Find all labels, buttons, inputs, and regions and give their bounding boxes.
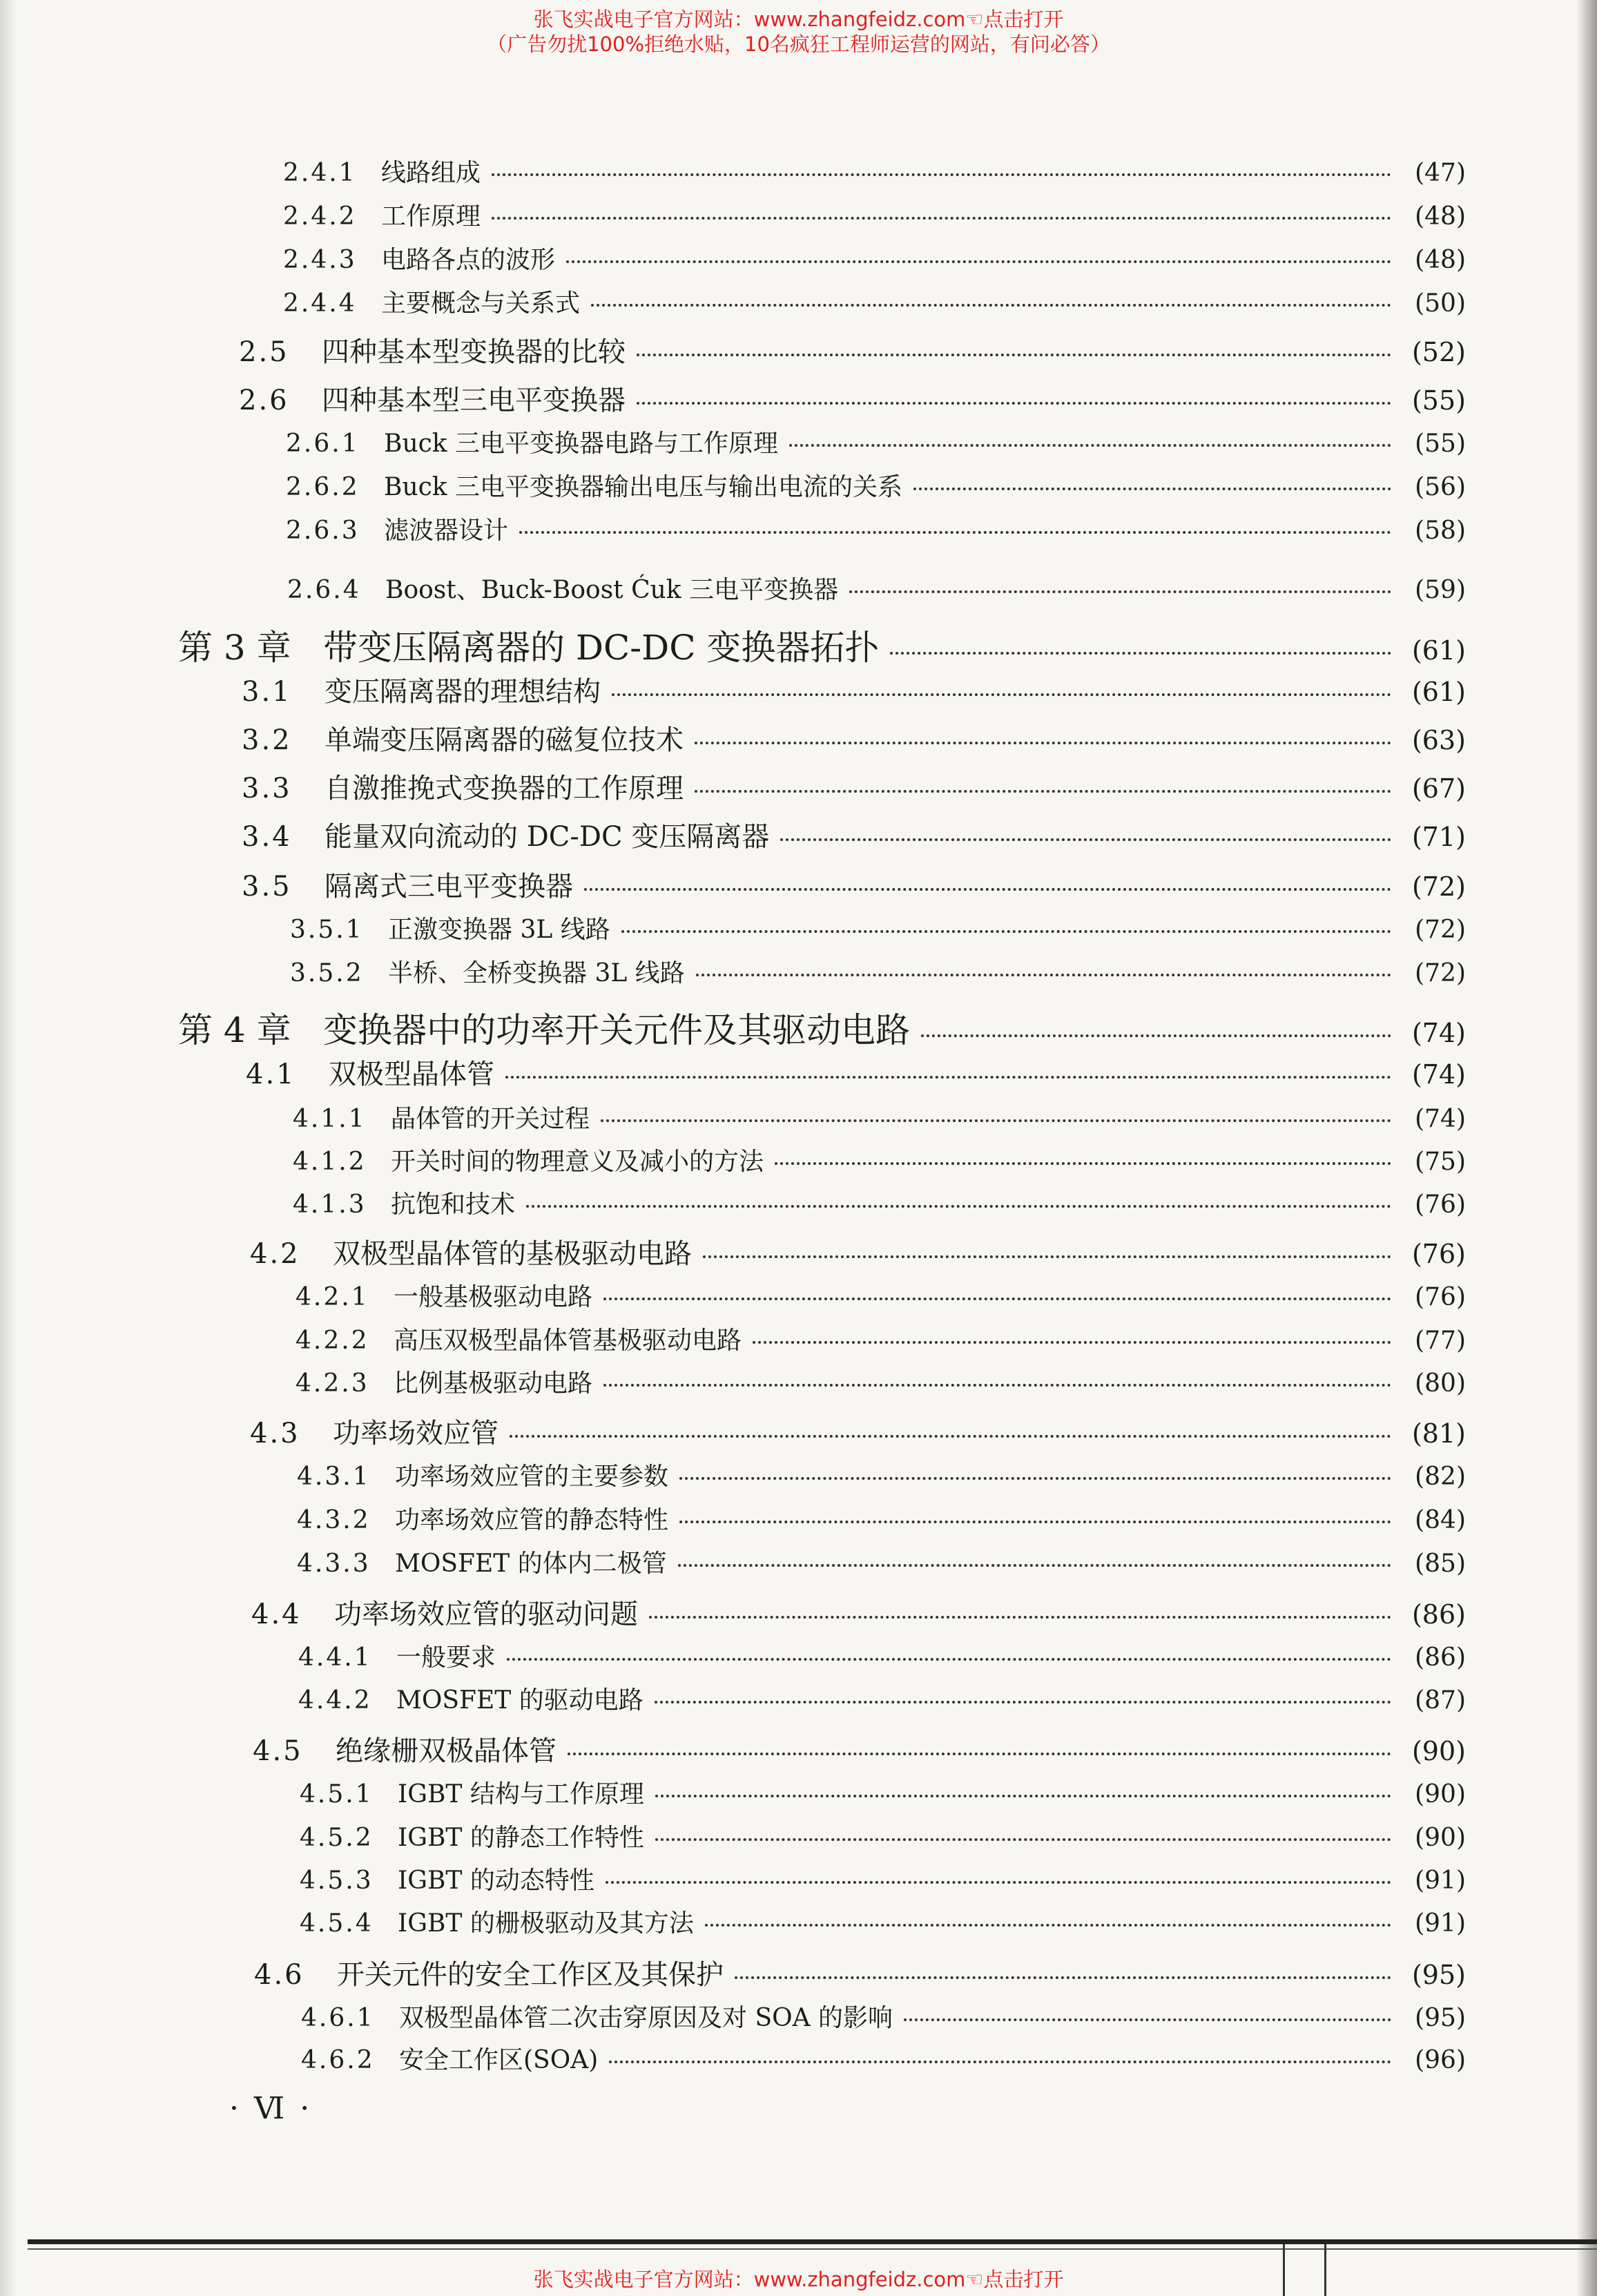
toc-dot-leader bbox=[507, 1658, 1391, 1661]
toc-entry-number: 2.5 bbox=[239, 336, 289, 368]
toc-entry-sub[interactable] bbox=[300, 1904, 1466, 1939]
toc-dot-leader bbox=[601, 1119, 1391, 1122]
toc-entry-sub[interactable] bbox=[300, 1861, 1466, 1896]
toc-entry-title: 双极型晶体管二次击穿原因及对 SOA 的影响 bbox=[399, 2004, 893, 2032]
toc-entry-page-number: (52) bbox=[1411, 337, 1466, 367]
toc-dot-leader bbox=[655, 1795, 1391, 1797]
toc-entry-sub[interactable] bbox=[298, 1638, 1466, 1673]
toc-dot-leader bbox=[505, 1076, 1391, 1079]
toc-dot-leader bbox=[913, 488, 1391, 490]
toc-entry-title: 隔离式三电平变换器 bbox=[325, 871, 573, 903]
toc-entry-title: 功率场效应管的驱动问题 bbox=[334, 1599, 638, 1630]
toc-entry-chapter[interactable] bbox=[178, 620, 1466, 670]
toc-entry-number: 4.2.1 bbox=[296, 1283, 369, 1311]
toc-entry-page-number: (67) bbox=[1411, 773, 1466, 804]
toc-entry-sub[interactable] bbox=[286, 467, 1466, 503]
toc-entry-page-number: (85) bbox=[1415, 1550, 1466, 1578]
toc-entry-page-number: (55) bbox=[1415, 430, 1466, 458]
toc-entry-number: 4.3.2 bbox=[297, 1506, 371, 1534]
toc-dot-leader bbox=[591, 304, 1391, 307]
toc-entry-page-number: (61) bbox=[1411, 677, 1466, 707]
toc-dot-leader bbox=[612, 693, 1391, 696]
toc-entry-title: 晶体管的开关过程 bbox=[391, 1105, 590, 1133]
toc-entry-section[interactable] bbox=[239, 378, 1466, 418]
toc-entry-number: 4.2 bbox=[250, 1238, 300, 1270]
toc-entry-page-number: (76) bbox=[1411, 1239, 1466, 1269]
toc-entry-page-number: (76) bbox=[1415, 1190, 1466, 1219]
toc-entry-number: 4.2.3 bbox=[296, 1369, 369, 1398]
toc-entry-page-number: (61) bbox=[1411, 635, 1466, 666]
toc-entry-number: 第 3 章 bbox=[178, 628, 291, 668]
toc-entry-number: 4.5.2 bbox=[300, 1824, 374, 1852]
toc-entry-number: 3.3 bbox=[242, 773, 292, 804]
toc-entry-number: 4.2.2 bbox=[296, 1327, 369, 1355]
toc-entry-number: 2.4.2 bbox=[283, 202, 357, 231]
toc-entry-page-number: (82) bbox=[1415, 1463, 1466, 1491]
footer-watermark-line1[interactable]: 张飞实战电子官方网站：www.zhangfeidz.com☜点击打开 bbox=[533, 2268, 1064, 2291]
toc-entry-title: 半桥、全桥变换器 3L 线路 bbox=[388, 959, 685, 987]
toc-entry-page-number: (74) bbox=[1411, 1018, 1466, 1048]
toc-entry-title: IGBT 的栅极驱动及其方法 bbox=[398, 1909, 694, 1938]
toc-entry-number: 4.6 bbox=[254, 1959, 304, 1991]
toc-entry-page-number: (50) bbox=[1415, 289, 1466, 318]
toc-entry-number: 2.4.3 bbox=[283, 246, 357, 274]
toc-entry-number: 2.4.4 bbox=[283, 289, 357, 318]
toc-entry-page-number: (80) bbox=[1415, 1369, 1466, 1398]
toc-dot-leader bbox=[655, 1838, 1391, 1841]
toc-entry-title: 四种基本型变换器的比较 bbox=[322, 336, 626, 368]
toc-dot-leader bbox=[510, 1435, 1391, 1438]
toc-entry-page-number: (84) bbox=[1415, 1506, 1466, 1534]
toc-dot-leader bbox=[890, 652, 1391, 655]
toc-dot-leader bbox=[637, 354, 1391, 356]
toc-dot-leader bbox=[780, 838, 1391, 841]
toc-entry-number: 4.1 bbox=[246, 1059, 296, 1090]
toc-entry-page-number: (55) bbox=[1411, 385, 1466, 416]
toc-entry-number: 3.1 bbox=[242, 676, 292, 708]
toc-entry-section[interactable] bbox=[246, 1052, 1466, 1092]
toc-entry-title: 线路组成 bbox=[381, 159, 481, 187]
toc-entry-title: 安全工作区(SOA) bbox=[399, 2046, 599, 2074]
toc-entry-number: 2.6 bbox=[239, 385, 289, 416]
toc-entry-sub[interactable] bbox=[296, 1321, 1466, 1356]
toc-entry-section[interactable] bbox=[242, 865, 1466, 904]
toc-entry-section[interactable] bbox=[242, 670, 1466, 709]
toc-entry-page-number: (72) bbox=[1415, 916, 1466, 944]
toc-dot-leader bbox=[584, 888, 1391, 891]
toc-entry-page-number: (63) bbox=[1411, 725, 1466, 755]
toc-entry-page-number: (74) bbox=[1415, 1105, 1466, 1133]
toc-entry-page-number: (75) bbox=[1415, 1148, 1466, 1176]
toc-entry-number: 3.5.1 bbox=[290, 916, 364, 944]
toc-entry-number: 4.5.3 bbox=[300, 1866, 374, 1895]
toc-entry-number: 2.6.1 bbox=[286, 430, 360, 458]
toc-entry-page-number: (87) bbox=[1415, 1686, 1466, 1715]
toc-entry-section[interactable] bbox=[250, 1232, 1466, 1271]
toc-dot-leader bbox=[655, 1701, 1391, 1704]
toc-entry-number: 3.5.2 bbox=[290, 959, 364, 987]
toc-entry-number: 3.2 bbox=[242, 724, 292, 756]
toc-entry-sub[interactable] bbox=[297, 1457, 1466, 1492]
toc-entry-number: 4.1.3 bbox=[293, 1190, 367, 1219]
toc-entry-number: 4.1.2 bbox=[293, 1148, 367, 1176]
toc-entry-title: 变压隔离器的理想结构 bbox=[325, 676, 601, 708]
toc-entry-title: 工作原理 bbox=[381, 202, 481, 231]
toc-entry-number: 4.6.1 bbox=[301, 2004, 375, 2032]
toc-entry-page-number: (76) bbox=[1415, 1283, 1466, 1311]
toc-entry-sub[interactable] bbox=[283, 153, 1466, 189]
toc-entry-page-number: (81) bbox=[1411, 1418, 1466, 1449]
toc-dot-leader bbox=[695, 790, 1391, 793]
toc-entry-sub[interactable] bbox=[297, 1544, 1466, 1579]
toc-entry-sub[interactable] bbox=[298, 1681, 1466, 1716]
toc-entry-section[interactable] bbox=[250, 1411, 1466, 1451]
toc-entry-title: 主要概念与关系式 bbox=[381, 289, 581, 318]
toc-entry-page-number: (90) bbox=[1411, 1736, 1466, 1766]
toc-entry-sub[interactable] bbox=[286, 511, 1466, 546]
toc-dot-leader bbox=[705, 1924, 1391, 1927]
toc-entry-page-number: (91) bbox=[1415, 1866, 1466, 1895]
toc-entry-title: 功率场效应管的静态特性 bbox=[395, 1506, 669, 1534]
toc-dot-leader bbox=[695, 742, 1391, 744]
toc-entry-page-number: (72) bbox=[1411, 871, 1466, 902]
toc-entry-title: 高压双极型晶体管基极驱动电路 bbox=[394, 1327, 742, 1355]
footer-watermark[interactable] bbox=[0, 2267, 1597, 2292]
toc-entry-title: 一般要求 bbox=[396, 1643, 496, 1672]
toc-entry-page-number: (95) bbox=[1411, 1960, 1466, 1990]
toc-dot-leader bbox=[696, 974, 1391, 976]
toc-entry-page-number: (96) bbox=[1415, 2046, 1466, 2074]
toc-dot-leader bbox=[492, 173, 1391, 176]
toc-entry-number: 2.4.1 bbox=[283, 159, 357, 187]
toc-entry-page-number: (86) bbox=[1411, 1599, 1466, 1630]
toc-entry-number: 3.5 bbox=[242, 871, 292, 903]
toc-entry-title: 变换器中的功率开关元件及其驱动电路 bbox=[323, 1010, 910, 1050]
toc-entry-page-number: (95) bbox=[1415, 2004, 1466, 2032]
toc-entry-sub[interactable] bbox=[290, 910, 1466, 945]
toc-entry-sub[interactable] bbox=[297, 1501, 1466, 1536]
toc-entry-number: 2.6.4 bbox=[287, 576, 361, 604]
toc-dot-leader bbox=[621, 930, 1391, 933]
toc-entry-title: 带变压隔离器的 DC-DC 变换器拓扑 bbox=[323, 628, 880, 668]
toc-entry-number: 4.4 bbox=[251, 1599, 302, 1630]
toc-entry-title: 正激变换器 3L 线路 bbox=[388, 916, 610, 944]
toc-entry-title: 一般基极驱动电路 bbox=[394, 1283, 593, 1311]
toc-dot-leader bbox=[566, 260, 1391, 263]
toc-dot-leader bbox=[526, 1205, 1391, 1208]
toc-entry-number: 2.6.2 bbox=[286, 473, 360, 501]
toc-entry-sub[interactable] bbox=[301, 2041, 1466, 2076]
toc-dot-leader bbox=[603, 1297, 1391, 1300]
toc-dot-leader bbox=[789, 444, 1391, 447]
toc-entry-title: 功率场效应管 bbox=[333, 1418, 499, 1449]
toc-entry-title: 抗饱和技术 bbox=[391, 1190, 516, 1219]
toc-dot-leader bbox=[921, 1034, 1391, 1037]
toc-entry-page-number: (86) bbox=[1415, 1643, 1466, 1672]
toc-entry-title: MOSFET 的驱动电路 bbox=[396, 1686, 643, 1715]
toc-entry-sub[interactable] bbox=[286, 424, 1466, 459]
toc-entry-number: 2.6.3 bbox=[286, 517, 360, 545]
toc-dot-leader bbox=[849, 590, 1391, 593]
toc-entry-title: 绝缘栅双极晶体管 bbox=[336, 1735, 556, 1767]
toc-entry-title: MOSFET 的体内二极管 bbox=[395, 1550, 667, 1578]
toc-entry-title: 功率场效应管的主要参数 bbox=[395, 1463, 669, 1491]
toc-entry-section[interactable] bbox=[242, 766, 1466, 806]
toc-entry-title: 能量双向流动的 DC-DC 变压隔离器 bbox=[325, 821, 770, 853]
toc-entry-number: 4.5 bbox=[253, 1735, 303, 1767]
toc-entry-title: Buck 三电平变换器输出电压与输出电流的关系 bbox=[384, 473, 903, 501]
toc-entry-title: 滤波器设计 bbox=[384, 517, 509, 545]
toc-entry-title: Buck 三电平变换器电路与工作原理 bbox=[384, 430, 779, 458]
toc-entry-page-number: (72) bbox=[1415, 959, 1466, 987]
toc-entry-title: IGBT 的动态特性 bbox=[398, 1866, 594, 1895]
toc-entry-title: 四种基本型三电平变换器 bbox=[322, 385, 626, 416]
toc-entry-section[interactable] bbox=[242, 815, 1466, 854]
toc-entry-sub[interactable] bbox=[290, 954, 1466, 989]
toc-dot-leader bbox=[679, 1477, 1391, 1480]
toc-dot-leader bbox=[603, 1384, 1391, 1387]
toc-entry-number: 4.3.1 bbox=[297, 1463, 371, 1491]
toc-entry-sub[interactable] bbox=[293, 1142, 1466, 1177]
toc-dot-leader bbox=[609, 2061, 1391, 2063]
toc-entry-section[interactable] bbox=[253, 1729, 1466, 1768]
toc-entry-title: IGBT 的静态工作特性 bbox=[398, 1824, 644, 1852]
toc-entry-page-number: (48) bbox=[1415, 246, 1466, 274]
toc-entry-title: 开关时间的物理意义及减小的方法 bbox=[391, 1148, 764, 1176]
toc-entry-title: 双极型晶体管 bbox=[329, 1059, 494, 1090]
toc-entry-title: 电路各点的波形 bbox=[381, 246, 556, 274]
toc-entry-page-number: (59) bbox=[1415, 576, 1466, 604]
toc-entry-title: 自激推挽式变换器的工作原理 bbox=[325, 773, 684, 804]
toc-entry-title: 双极型晶体管的基极驱动电路 bbox=[333, 1238, 692, 1270]
toc-entry-number: 4.4.2 bbox=[298, 1686, 372, 1715]
toc-dot-leader bbox=[637, 402, 1391, 405]
toc-entry-sub[interactable] bbox=[293, 1099, 1466, 1135]
toc-entry-sub[interactable] bbox=[293, 1185, 1466, 1220]
toc-entry-title: 比例基极驱动电路 bbox=[394, 1369, 593, 1398]
toc-entry-title: 开关元件的安全工作区及其保护 bbox=[337, 1959, 724, 1991]
toc-dot-leader bbox=[649, 1616, 1391, 1619]
header-watermark-line2: （广告勿扰100%拒绝水贴，10名疯狂工程师运营的网站，有问必答） bbox=[487, 32, 1110, 56]
toc-dot-leader bbox=[735, 1976, 1391, 1979]
toc-entry-sub[interactable] bbox=[296, 1364, 1466, 1399]
header-watermark-line1[interactable]: 张飞实战电子官方网站：www.zhangfeidz.com☜点击打开 bbox=[533, 8, 1064, 31]
bottom-rule-thin bbox=[28, 2248, 1597, 2250]
toc-entry-page-number: (71) bbox=[1411, 822, 1466, 852]
toc-entry-page-number: (47) bbox=[1415, 159, 1466, 187]
toc-entry-number: 第 4 章 bbox=[178, 1010, 291, 1050]
toc-entry-number: 4.6.2 bbox=[301, 2046, 375, 2074]
toc-entry-sub[interactable] bbox=[301, 1998, 1466, 2034]
toc-entry-number: 4.3.3 bbox=[297, 1550, 371, 1578]
toc-entry-sub[interactable] bbox=[283, 284, 1466, 319]
toc-entry-number: 4.4.1 bbox=[298, 1643, 372, 1672]
toc-dot-leader bbox=[775, 1162, 1391, 1165]
toc-entry-section[interactable] bbox=[251, 1592, 1466, 1632]
toc-dot-leader bbox=[519, 531, 1391, 534]
toc-entry-section[interactable] bbox=[242, 718, 1466, 758]
toc-entry-page-number: (48) bbox=[1415, 202, 1466, 231]
toc-entry-sub[interactable] bbox=[300, 1775, 1466, 1810]
toc-entry-number: 3.4 bbox=[242, 821, 292, 853]
toc-entry-page-number: (58) bbox=[1415, 517, 1466, 545]
bottom-rule bbox=[28, 2239, 1597, 2244]
toc-entry-section[interactable] bbox=[239, 330, 1466, 369]
toc-entry-sub[interactable] bbox=[283, 197, 1466, 232]
toc-entry-number: 4.1.1 bbox=[293, 1105, 367, 1133]
toc-entry-page-number: (91) bbox=[1415, 1909, 1466, 1938]
toc-dot-leader bbox=[492, 217, 1391, 220]
toc-dot-leader bbox=[753, 1341, 1391, 1344]
toc-entry-number: 4.3 bbox=[250, 1418, 300, 1449]
toc-entry-section[interactable] bbox=[254, 1953, 1466, 1992]
toc-entry-number: 4.5.4 bbox=[300, 1909, 374, 1938]
toc-entry-page-number: (90) bbox=[1415, 1824, 1466, 1852]
toc-dot-leader bbox=[679, 1521, 1391, 1523]
toc-entry-sub[interactable] bbox=[283, 240, 1466, 276]
toc-entry-title: Boost、Buck-Boost Ćuk 三电平变换器 bbox=[385, 576, 839, 604]
toc-dot-leader bbox=[678, 1564, 1391, 1567]
toc-entry-title: 单端变压隔离器的磁复位技术 bbox=[325, 724, 684, 756]
toc-dot-leader bbox=[568, 1753, 1391, 1755]
toc-entry-page-number: (90) bbox=[1415, 1780, 1466, 1808]
toc-entry-page-number: (74) bbox=[1411, 1059, 1466, 1090]
toc-entry-title: IGBT 结构与工作原理 bbox=[398, 1780, 644, 1808]
toc-entry-chapter[interactable] bbox=[178, 1003, 1466, 1052]
toc-entry-number: 4.5.1 bbox=[300, 1780, 374, 1808]
toc-entry-page-number: (56) bbox=[1415, 473, 1466, 501]
page-folio: · Ⅵ · bbox=[229, 2091, 313, 2126]
toc-entry-sub[interactable] bbox=[296, 1277, 1466, 1313]
toc-entry-sub[interactable] bbox=[300, 1818, 1466, 1853]
toc-dot-leader bbox=[904, 2018, 1391, 2021]
toc-dot-leader bbox=[606, 1881, 1391, 1884]
toc-entry-sub[interactable] bbox=[287, 570, 1466, 606]
toc-entry-page-number: (77) bbox=[1415, 1327, 1466, 1355]
toc-dot-leader bbox=[703, 1255, 1391, 1258]
